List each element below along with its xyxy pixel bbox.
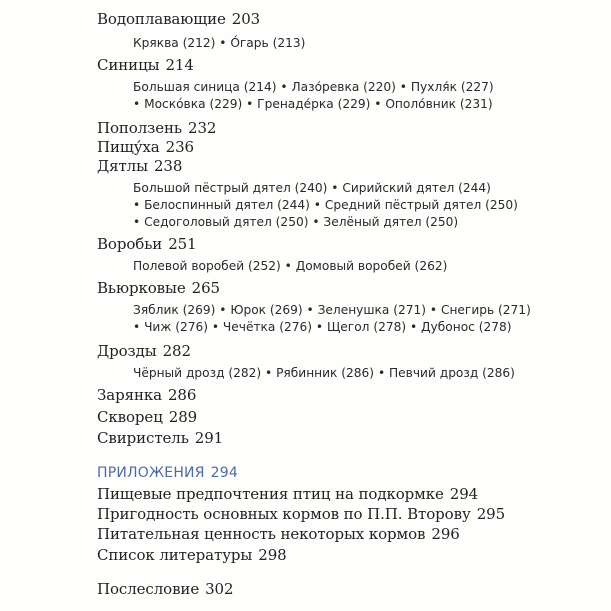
- toc-entry-appendix-item: [97, 546, 287, 564]
- toc-entry-title: Скворец: [97, 408, 163, 426]
- section-title: ПРИЛОЖЕНИЯ: [97, 465, 205, 481]
- toc-entry-page: 238: [153, 157, 183, 175]
- toc-entry-appendix-item: [97, 525, 460, 543]
- section-page: 294: [210, 465, 238, 481]
- toc-entry-title: Пригодность основных кормов по П.П. Второву: [97, 505, 471, 523]
- toc-subentry-line: Большая синица (214) • Лазо́ревка (220) • Пухля́к (227): [133, 80, 494, 94]
- toc-entry-dyatly: [97, 157, 182, 175]
- toc-subentry-line: • Москόвка (229) • Гренаде́рка (229) • Ополо́вник (231): [133, 97, 493, 111]
- toc-entry-title: Свиристель: [97, 429, 189, 447]
- toc-entry-skvorets: [97, 408, 197, 426]
- toc-entry-page: 289: [168, 408, 198, 426]
- toc-entry-title: Дятлы: [97, 157, 148, 175]
- toc-entry-title: Зарянка: [97, 386, 162, 404]
- toc-section-appendix: [97, 464, 238, 482]
- toc-entry-title: Список литературы: [97, 546, 253, 564]
- toc-subentry-line: Кряква (212) • О́гарь (213): [133, 36, 306, 50]
- toc-entry-title: Пищевые предпочтения птиц на подкормке: [97, 485, 444, 503]
- toc-entry-title: Дрозды: [97, 342, 157, 360]
- toc-entry-page: 298: [258, 546, 287, 564]
- toc-entry-vyurkovye: [97, 279, 220, 297]
- toc-subentry-line: Большой пёстрый дятел (240) • Сирийский дятел (244): [133, 181, 491, 195]
- toc-subentry-line: Зяблик (269) • Юрок (269) • Зеленушка (271) • Снегирь (271): [133, 303, 531, 317]
- toc-entry-title: Вьюрковые: [97, 279, 186, 297]
- toc-entry-afterword: [97, 580, 233, 598]
- toc-entry-page: 265: [191, 279, 220, 297]
- toc-entry-title: Питательная ценность некоторых кормов: [97, 525, 426, 543]
- toc-entry-vorobi: [97, 235, 197, 253]
- toc-entry-page: 296: [431, 525, 460, 543]
- toc-entry-appendix-item: [97, 505, 505, 523]
- toc-entry-title: Синицы: [97, 56, 160, 74]
- toc-entry-zaryanka: [97, 386, 196, 404]
- toc-entry-page: 302: [205, 580, 234, 598]
- toc-subentry-line: Чёрный дрозд (282) • Рябинник (286) • Певчий дрозд (286): [133, 366, 515, 380]
- toc-entry-title: Послесловие: [97, 580, 200, 598]
- toc-entry-title: Поползень: [97, 119, 182, 137]
- toc-entry-svirestel: [97, 429, 223, 447]
- toc-subentry-line: Полевой воробей (252) • Домовый воробей (262): [133, 259, 448, 273]
- toc-entry-page: 214: [165, 56, 194, 74]
- toc-entry-page: 291: [194, 429, 224, 447]
- toc-entry-page: 232: [188, 119, 217, 137]
- toc-entry-pishchukha: [97, 138, 194, 156]
- toc-entry-popolzen: [97, 119, 216, 137]
- toc-entry-page: 286: [167, 386, 197, 404]
- toc-entry-title: Водоплавающие: [97, 10, 226, 28]
- toc-subentry-line: • Чиж (276) • Чечётка (276) • Щегол (278) • Дубонос (278): [133, 320, 512, 334]
- toc-entry-page: 236: [165, 138, 194, 156]
- toc-entry-page: 203: [231, 10, 261, 28]
- toc-entry-page: 295: [476, 505, 506, 523]
- toc-subentry-line: • Седоголовый дятел (250) • Зелёный дятел (250): [133, 215, 459, 229]
- toc-entry-page: 282: [162, 342, 191, 360]
- toc-subentry-line: • Белоспинный дятел (244) • Средний пёстрый дятел (250): [133, 198, 518, 212]
- toc-entry-title: Пищу́ха: [97, 138, 160, 156]
- toc-entry-drozdy: [97, 342, 191, 360]
- toc-entry-title: Воробьи: [97, 235, 163, 253]
- toc-entry-page: 251: [168, 235, 197, 253]
- toc-entry-vodoplavayushchie: [97, 10, 260, 28]
- toc-entry-page: 294: [449, 485, 479, 503]
- toc-entry-appendix-item: [97, 485, 478, 503]
- toc-entry-sinitsy: [97, 56, 194, 74]
